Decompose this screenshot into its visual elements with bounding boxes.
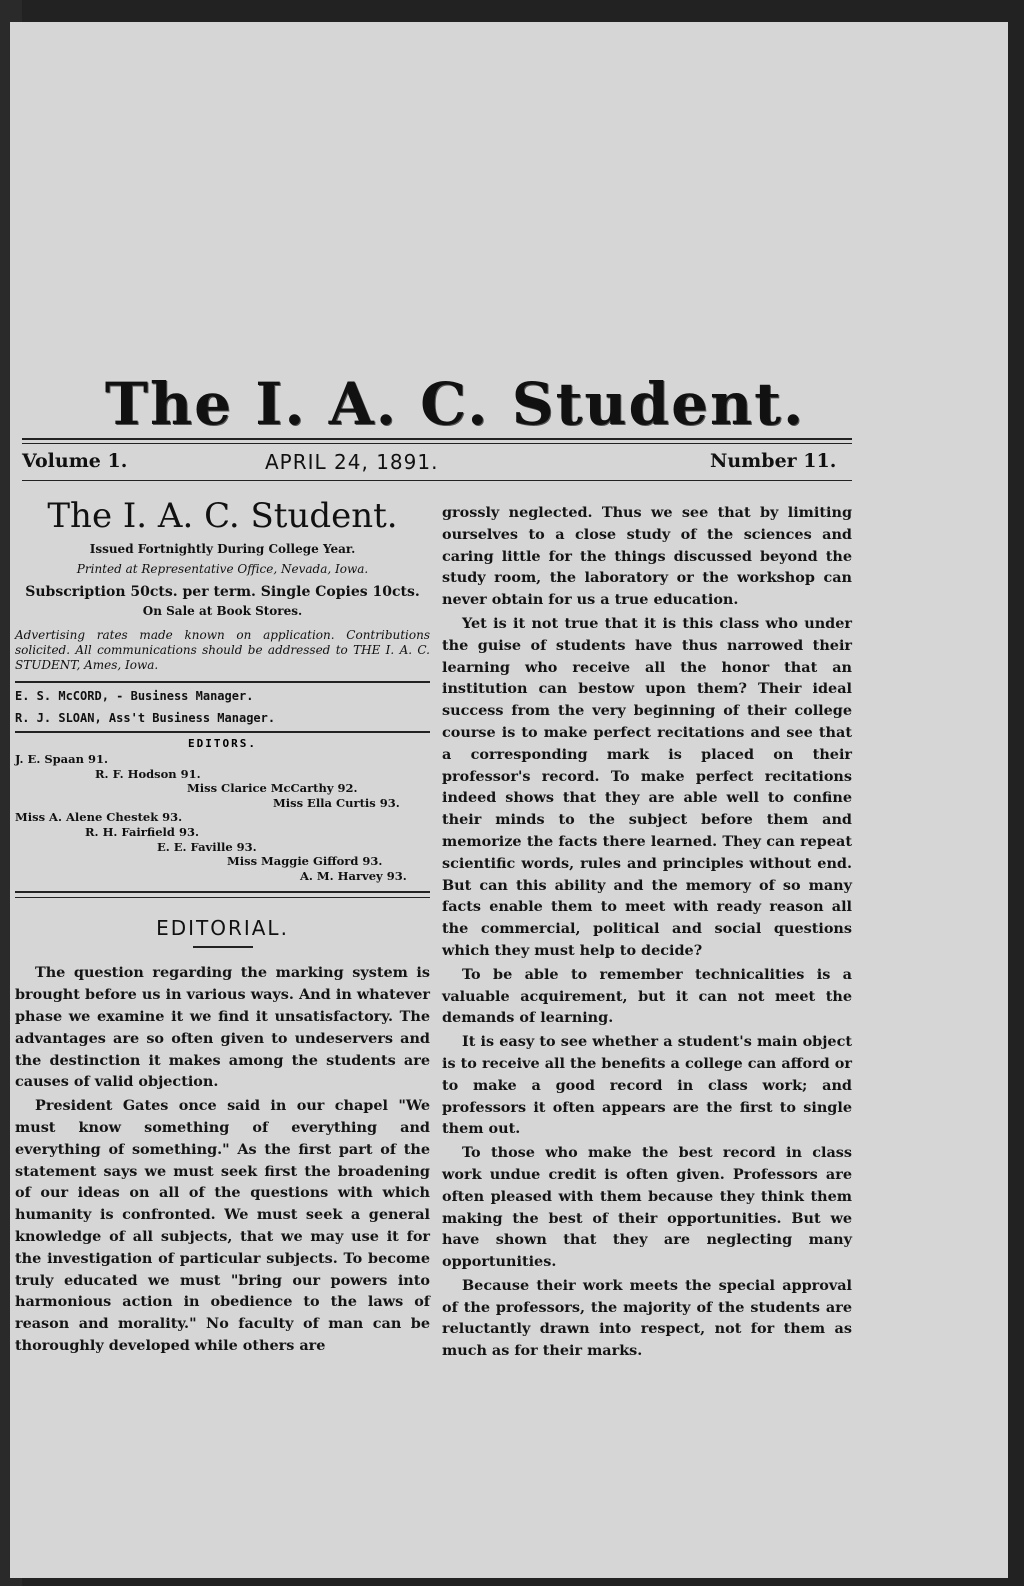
- left-column: [15, 492, 430, 1359]
- paragraph: Yet is it not true that it is this class who under the guise of students have thus narrowed their learning who receive all the honor that an institution can bestow upon them? Their ideal success from the very beginning of their college course is to make perfect recitations and see that a corresponding mark is placed on their professor's record. To make perfect recitations indeed shows that they are able well to confine their minds to the subject before them and memorize the facts there learned. They can repeat scientific words, rules and principles without end. But can this ability and the memory of so many facts enable them to meet with ready reason all the commercial, political and social questions which they must help to decide?: [442, 614, 852, 959]
- issue-number: Number 11.: [710, 450, 837, 472]
- paragraph: Because their work meets the special approval of the professors, the majority of the students are reluctantly drawn into respect, not for them as much as for their marks.: [442, 1276, 852, 1360]
- paragraph: To be able to remember technicalities is a valuable acquirement, but it can not meet the demands of learning.: [442, 965, 852, 1027]
- editor-name: E. E. Faville 93.: [157, 839, 257, 854]
- editor-name: J. E. Spaan 91.: [15, 752, 108, 766]
- editors-heading: EDITORS.: [188, 737, 257, 750]
- right-column: [442, 502, 852, 1364]
- editors-list: [15, 752, 430, 883]
- dateline-rule: [22, 480, 852, 481]
- editor-name: Miss A. Alene Chestek 93.: [15, 810, 183, 825]
- paragraph: To those who make the best record in class work undue credit is often given. Professors are often pleased with them because they think them making the best of their opportunities. But we have shown that they are neglecting many opportunities.: [442, 1144, 852, 1271]
- assistant-business-manager: R. J. SLOAN, Ass't Business Manager.: [15, 711, 276, 725]
- paragraph: President Gates once said in our chapel "We must know something of everything and everything of something." As the first part of the statement says we must seek first the broadening of our ideas on all of the questions with which humanity is confronted. We must seek a general knowledge of all subjects, that we may use it for the investigation of particular subjects. To become truly educated we must "bring our powers into harmonious action in obedience to the laws of reason and morality." No faculty of man can be thoroughly developed while others are: [15, 1097, 430, 1354]
- masthead: The I. A. C. Student.: [104, 370, 806, 438]
- masthead-rule-top: [22, 438, 852, 440]
- paper-title: The I. A. C. Student.: [47, 496, 398, 536]
- printed-line: Printed at Representative Office, Nevada, Iowa.: [76, 562, 369, 576]
- newspaper-page: [10, 22, 1008, 1578]
- heading-rule: [193, 946, 253, 948]
- issue-date: APRIL 24, 1891.: [265, 450, 439, 474]
- editor-name: Miss Ella Curtis 93.: [273, 795, 400, 810]
- editor-name: R. F. Hodson 91.: [95, 766, 201, 781]
- editorial-left-text: [15, 962, 430, 1356]
- divider: [15, 681, 430, 683]
- sale-line: On Sale at Book Stores.: [142, 604, 303, 618]
- subscription-line: Subscription 50cts. per term. Single Copies 10cts.: [25, 584, 420, 600]
- issued-line: Issued Fortnightly During College Year.: [89, 542, 356, 556]
- volume-label: Volume 1.: [22, 450, 128, 472]
- divider: [15, 731, 430, 733]
- paragraph: It is easy to see whether a student's main object is to receive all the benefits a college can afford or to make a good record in class work; and professors it often appears are the first to single them out.: [442, 1033, 852, 1138]
- editorial-heading: EDITORIAL.: [156, 916, 289, 941]
- editor-name: A. M. Harvey 93.: [300, 868, 407, 883]
- divider: [15, 897, 430, 898]
- editor-name: Miss Clarice McCarthy 92.: [187, 781, 358, 796]
- advertising-notice: Advertising rates made known on application. Contributions solicited. All communications should be addressed to THE I. A. C. STUDENT, Ames, Iowa.: [15, 628, 430, 672]
- paragraph: grossly neglected. Thus we see that by limiting ourselves to a close study of the sciences and caring little for the things discussed beyond the study room, the laboratory or the workshop can never obtain for us a true education.: [442, 504, 852, 609]
- paragraph: The question regarding the marking system is brought before us in various ways. And in whatever phase we examine it we find it unsatisfactory. The advantages are so often given to undeservers and the destinction it makes among the students are causes of valid objection.: [15, 964, 430, 1091]
- masthead-rule-bottom: [22, 443, 852, 444]
- editor-name: R. H. Fairfield 93.: [85, 824, 199, 839]
- editor-name: Miss Maggie Gifford 93.: [227, 854, 383, 869]
- business-manager: E. S. McCORD, - Business Manager.: [15, 689, 254, 703]
- divider: [15, 891, 430, 893]
